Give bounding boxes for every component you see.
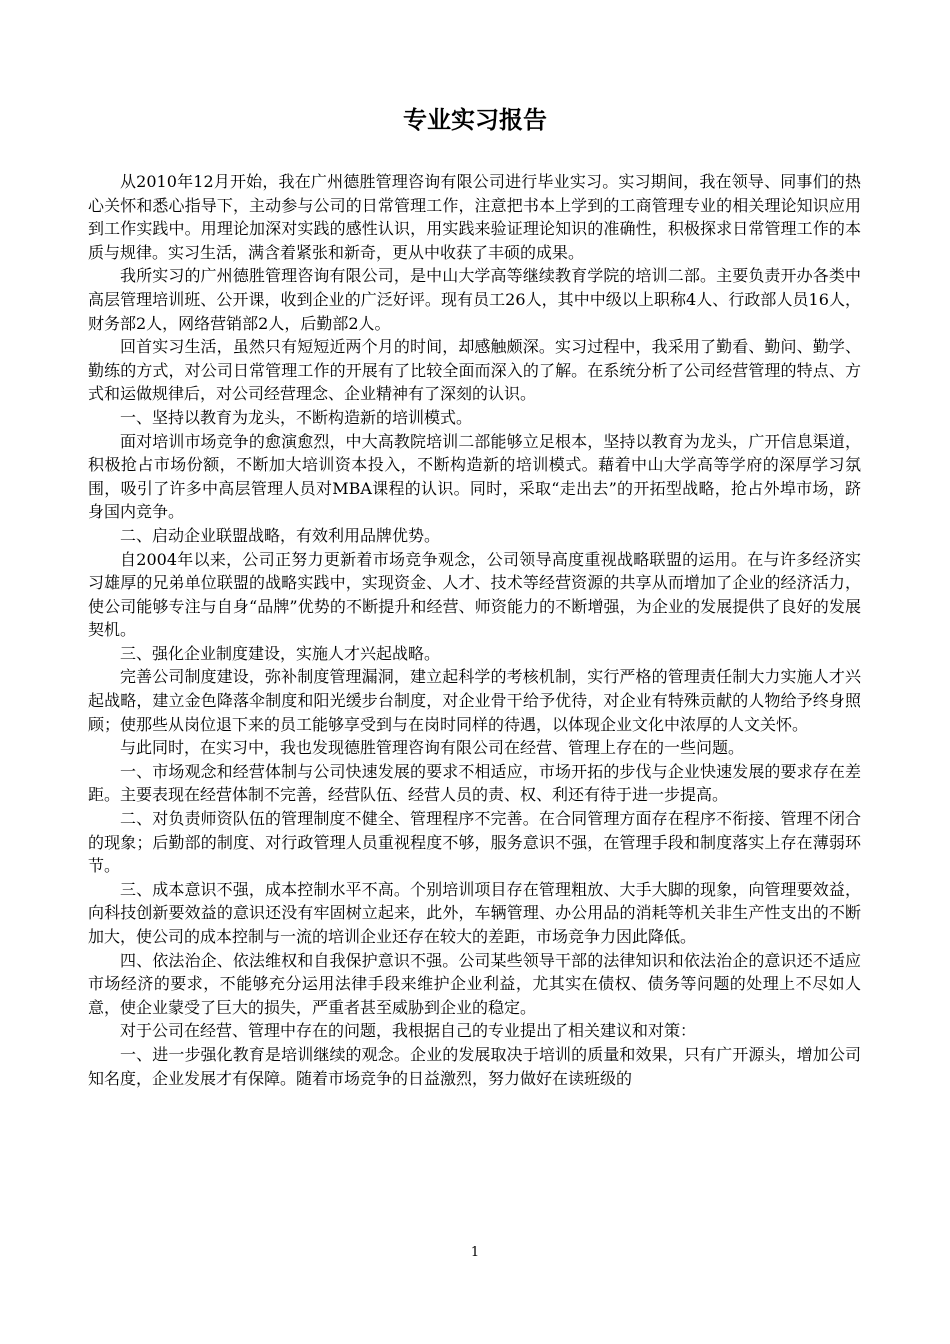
paragraph-problems-intro: 与此同时，在实习中，我也发现德胜管理咨询有限公司在经营、管理上存在的一些问题。 bbox=[120, 738, 745, 758]
paragraph-alliance: 自2004年以来，公司正努力更新着市场竞争观念，公司领导高度重视战略联盟的运用。在与许多经济实习雄厚的兄弟单位联盟的战略实践中，实现资金、人才、技术等经营资源的共享从而增加了企业的经济活力，使公司能够专注与自身“品牌”优势的不断提升和经营、师资能力的不断增强，为企业的发展提供了良好的发展契机。 bbox=[88, 549, 861, 640]
paragraph-problem-4: 四、依法治企、依法维权和自我保护意识不强。公司某些领导干部的法律知识和依法治企的意识还不适应市场经济的要求，不能够充分运用法律手段来维护企业利益，尤其实在债权、债务等问题的处理上不尽如人意，使企业蒙受了巨大的损失，严重者甚至威胁到企业的稳定。 bbox=[88, 950, 861, 1017]
paragraph-education: 面对培训市场竞争的愈演愈烈，中大高教院培训二部能够立足根本，坚持以教育为龙头，广开信息渠道，积极抢占市场份额，不断加大培训资本投入，不断构造新的培训模式。藉着中山大学高等学府的深厚学习氛围，吸引了许多中高层管理人员对MBA课程的认识。同时，采取“走出去”的开拓型战略，抢占外埠市场，跻身国内竞争。 bbox=[88, 431, 861, 522]
report-body bbox=[88, 170, 861, 1090]
section-heading-alliance: 二、启动企业联盟战略，有效利用品牌优势。 bbox=[120, 525, 441, 545]
paragraph-problem-2: 二、对负责师资队伍的管理制度不健全、管理程序不完善。在合同管理方面存在程序不衔接、管理不闭合的现象；后勤部的制度、对行政管理人员重视程度不够，服务意识不强，在管理手段和制度落实上存在薄弱环节。 bbox=[88, 809, 861, 876]
paragraph-suggestion-1: 一、进一步强化教育是培训继续的观念。企业的发展取决于培训的质量和效果，只有广开源头，增加公司知名度，企业发展才有保障。随着市场竞争的日益激烈，努力做好在读班级的 bbox=[88, 1044, 861, 1088]
paragraph-reflection: 回首实习生活，虽然只有短短近两个月的时间，却感触颇深。实习过程中，我采用了勤看、勤问、勤学、勤练的方式，对公司日常管理工作的开展有了比较全面而深入的了解。在系统分析了公司经营管理的特点、方式和运做规律后，对公司经营理念、企业精神有了深刻的认识。 bbox=[88, 337, 861, 404]
paragraph-problem-3: 三、成本意识不强，成本控制水平不高。个别培训项目存在管理粗放、大手大脚的现象，向管理要效益，向科技创新要效益的意识还没有牢固树立起来，此外，车辆管理、办公用品的消耗等机关非生产性支出的不断加大，使公司的成本控制与一流的培训企业还存在较大的差距，市场竞争力因此降低。 bbox=[88, 879, 861, 946]
paragraph-intro: 从2010年12月开始，我在广州德胜管理咨询有限公司进行毕业实习。实习期间，我在领导、同事们的热心关怀和悉心指导下，主动参与公司的日常管理工作，注意把书本上学到的工商管理专业的相关理论知识应用到工作实践中。用理论加深对实践的感性认识，用实践来验证理论知识的准确性，积极探求日常管理工作的本质与规律。实习生活，满含着紧张和新奇，更从中收获了丰硕的成果。 bbox=[88, 172, 861, 262]
paragraph-suggestions-intro: 对于公司在经营、管理中存在的问题，我根据自己的专业提出了相关建议和对策： bbox=[120, 1021, 697, 1041]
page-title: 专业实习报告 bbox=[403, 106, 547, 134]
section-heading-system: 三、强化企业制度建设，实施人才兴起战略。 bbox=[120, 643, 441, 663]
paragraph-company-profile: 我所实习的广州德胜管理咨询有限公司，是中山大学高等继续教育学院的培训二部。主要负责开办各类中高层管理培训班、公开课，收到企业的广泛好评。现有员工26人，其中中级以上职称4人、行政部人员16人，财务部2人，网络营销部2人，后勤部2人。 bbox=[88, 266, 861, 333]
page-number: 1 bbox=[470, 1245, 480, 1260]
paragraph-problem-1: 一、市场观念和经营体制与公司快速发展的要求不相适应，市场开拓的步伐与企业快速发展的要求存在差距。主要表现在经营体制不完善，经营队伍、经营人员的责、权、利还有待于进一步提高。 bbox=[88, 761, 861, 805]
paragraph-system: 完善公司制度建设，弥补制度管理漏洞，建立起科学的考核机制，实行严格的管理责任制大力实施人才兴起战略，建立金色降落伞制度和阳光缓步台制度，对企业骨干给予优待，对企业有特殊贡献的人物给予终身照顾；使那些从岗位退下来的员工能够享受到与在岗时同样的待遇，以体现企业文化中浓厚的人文关怀。 bbox=[88, 667, 861, 734]
section-heading-education: 一、坚持以教育为龙头，不断构造新的培训模式。 bbox=[120, 407, 473, 427]
